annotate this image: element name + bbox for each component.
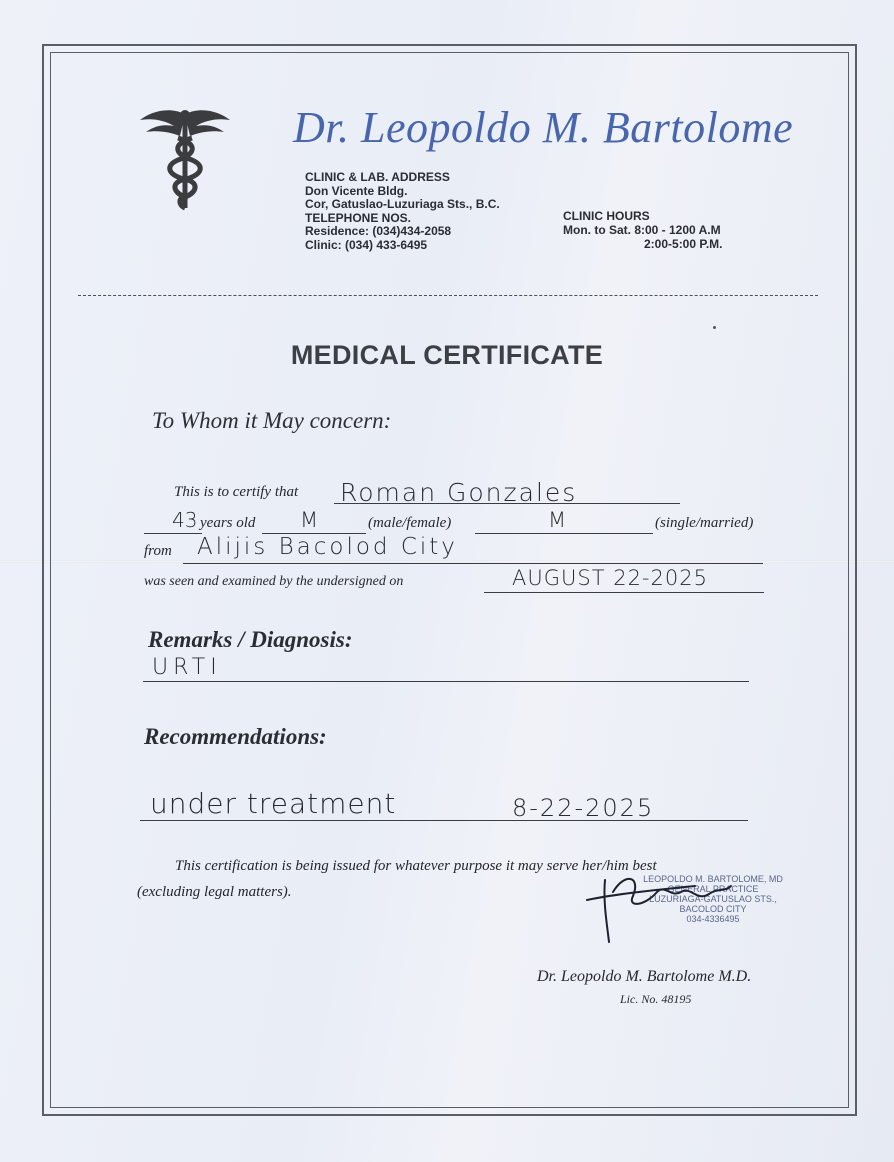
purpose-statement: This certification is being issued for whatever purpose it may serve her/him best — [175, 858, 657, 874]
exclusion-note: (excluding legal matters). — [137, 884, 292, 900]
civil-status-value: M — [548, 508, 567, 532]
clinic-hours-block — [563, 209, 723, 251]
license-number: Lic. No. 48195 — [620, 992, 692, 1006]
header-divider — [78, 295, 818, 296]
remarks-heading: Remarks / Diagnosis: — [148, 627, 353, 652]
from-label: from — [144, 543, 172, 559]
hours-label: CLINIC HOURS — [563, 209, 650, 223]
stamp-line-2: GENERAL PRACTICE — [667, 884, 759, 894]
clinic-phone: Clinic: (034) 433-6495 — [305, 237, 428, 252]
address-line — [183, 563, 763, 564]
sex-label: (male/female) — [368, 515, 452, 531]
hours-line-2: 2:00-5:00 P.M. — [644, 237, 723, 251]
diagnosis-value: URTI — [152, 655, 222, 680]
stamp-name: LEOPOLDO M. BARTOLOME, MD — [643, 874, 783, 884]
recommendations-heading: Recommendations: — [144, 724, 327, 749]
address-line-1: Don Vicente Bldg. — [305, 183, 408, 198]
caduceus-icon — [138, 104, 232, 212]
diagnosis-line — [143, 681, 749, 682]
certify-label: This is to certify that — [174, 484, 299, 500]
doctor-signature — [585, 862, 735, 944]
doctor-name-heading: Dr. Leopoldo M. Bartolome — [293, 103, 794, 152]
civil-status-line — [475, 533, 653, 534]
civil-status-label: (single/married) — [655, 515, 754, 531]
hours-line-1: Mon. to Sat. 8:00 - 1200 A.M — [563, 223, 721, 237]
patient-name-value: Roman Gonzales — [340, 478, 578, 507]
salutation: To Whom it May concern: — [152, 408, 392, 433]
examined-label: was seen and examined by the undersigned on — [144, 574, 404, 589]
address-line-2: Cor, Gatuslao-Luzuriaga Sts., B.C. — [305, 197, 500, 211]
address-value: Alijis Bacolod City — [197, 534, 458, 560]
age-value: 43 — [172, 508, 198, 532]
recommendation-date-value: 8-22-2025 — [512, 794, 655, 822]
ink-speck — [713, 326, 716, 329]
certificate-title: MEDICAL CERTIFICATE — [290, 340, 604, 370]
age-line — [144, 533, 202, 534]
years-old-label: years old — [200, 515, 256, 531]
recommendation-value: under treatment — [150, 787, 397, 820]
clinic-address-block — [305, 171, 500, 252]
signatory-name: Dr. Leopoldo M. Bartolome M.D. — [537, 968, 752, 985]
residence-phone: Residence: (034)434-2058 — [305, 224, 452, 238]
address-label: CLINIC & LAB. ADDRESS — [305, 170, 450, 184]
exam-date-value: AUGUST 22-2025 — [512, 566, 708, 590]
stamp-phone: 034-4336495 — [686, 914, 740, 924]
sex-value: M — [300, 508, 319, 532]
phone-label: TELEPHONE NOS. — [305, 210, 412, 225]
exam-date-line — [484, 592, 764, 593]
stamp-line-3: LUZURIAGA-GATUSLAO STS., BACOLOD CITY — [649, 894, 777, 914]
recommendation-line — [140, 820, 748, 821]
